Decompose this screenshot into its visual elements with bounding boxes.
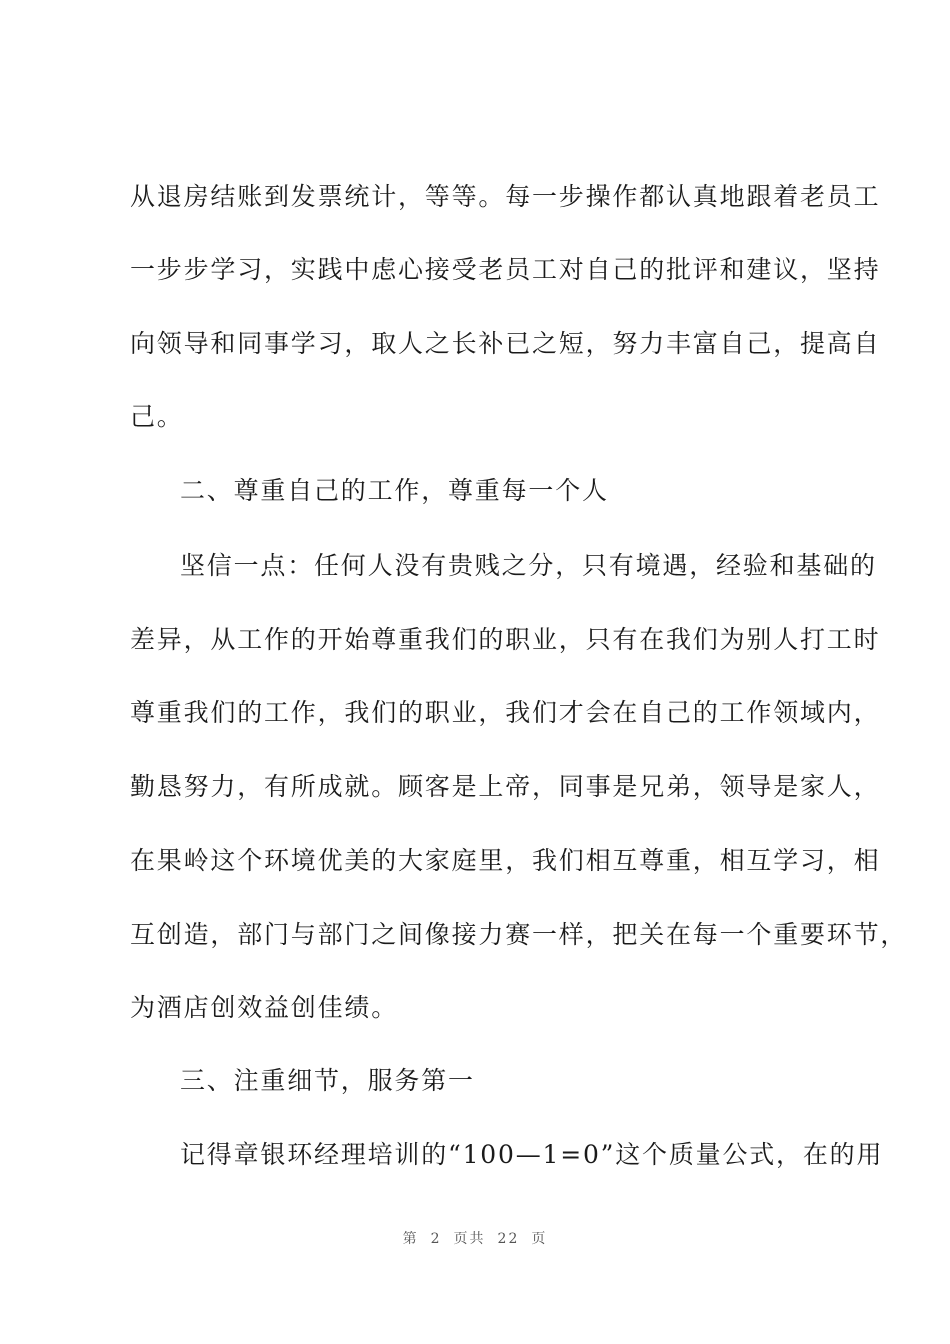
text-line: 互创造，部门与部门之间像接力赛一样，把关在每一个重要环节， [130,920,908,949]
section-heading: 二、尊重自己的工作，尊重每一个人 [180,476,609,505]
text-line: 从退房结账到发票统计，等等。每一步操作都认真地跟着老员工 [130,182,881,211]
text-line: 为酒店创效益创佳绩。 [130,993,399,1022]
footer-prefix: 第 [402,1231,419,1247]
text-line: 坚信一点：任何人没有贵贱之分，只有境遇，经验和基础的 [180,551,877,580]
footer-page-number: 2 [430,1231,442,1247]
text-line: 在果岭这个环境优美的大家庭里，我们相互尊重，相互学习，相 [130,846,881,875]
section-heading: 三、注重细节，服务第一 [180,1066,475,1095]
text-line: 差异，从工作的开始尊重我们的职业，只有在我们为别人打工时 [130,625,881,654]
text-line: 己。 [130,402,184,431]
text-line: 记得章银环经理培训的“100—1=0”这个质量公式，在的用 [180,1140,884,1169]
footer-middle: 页共 [453,1231,486,1247]
footer-suffix: 页 [531,1231,548,1247]
text-line: 向领导和同事学习，取人之长补已之短，努力丰富自己，提高自 [130,329,881,358]
text-line: 一步步学习，实践中虑心接受老员工对自己的批评和建议，坚持 [130,255,881,284]
text-line: 尊重我们的工作，我们的职业，我们才会在自己的工作领域内， [130,698,881,727]
text-line: 勤恳努力，有所成就。顾客是上帝，同事是兄弟，领导是家人， [130,772,881,801]
footer-total-pages: 22 [497,1231,520,1247]
page-footer [0,1228,950,1248]
